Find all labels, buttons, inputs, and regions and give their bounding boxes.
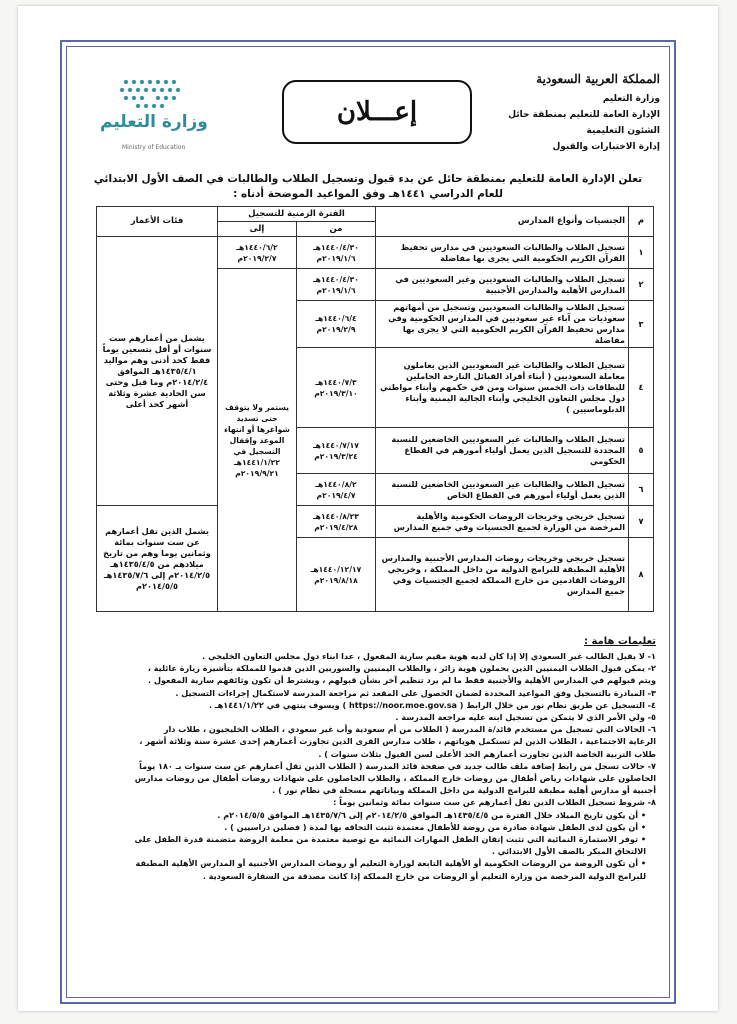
row-type: تسجيل الطلاب والطالبات غير السعوديين الخاضعين للنسبة الذين يعمل أولياء أمورهم في القطاع الخاص	[376, 474, 629, 506]
date-hijri: ١٤٤٠/٨/٢٣هـ	[313, 511, 359, 521]
row-from	[297, 506, 376, 538]
header-period: الفترة الزمنية للتسجيل	[218, 207, 376, 222]
admin-name: الإدارة العامة للتعليم بمنطقة حائل	[508, 110, 660, 120]
date-gregorian: ٢٠١٩/٤/٧م	[316, 490, 356, 500]
row-type: تسجيل الطلاب والطالبات السعوديين وغير السعوديين في المدارس الأهلية والمدارس الأجنبية	[376, 269, 629, 301]
registration-schedule-table	[96, 206, 654, 612]
note-line: الحاصلون على شهادات رياض أطفال من روضات خارج المملكة ، والطلاب الحاصلون على شهادات روضات أطفال من روضات مدارس	[134, 773, 656, 784]
age-group-a: يشمل من أعمارهم ست سنوات أو أقل بتسعين يوماً فقط كحد أدنى وهم مواليد ١٤٣٥/٤/١هـ الموافق ٢٠١٤/٢/٤م وما قبل وحتى سن الحادية عشرة وثلاثة أشهر كحد أعلى	[97, 237, 218, 506]
row-type: تسجيل الطلاب والطالبات غير السعوديين الخاضعين للنسبة المحددة للتسجيل الذين يعمل أولياء أمورهم في القطاع الحكومي	[376, 428, 629, 474]
date-hijri: ١٤٤٠/٦/٢هـ	[236, 242, 278, 252]
note-line: ٨- شروط تسجيل الطلاب الذين تقل أعمارهم عن ست سنوات بمائة وثمانين يوماً :	[333, 797, 656, 808]
header-from: من	[297, 222, 376, 237]
header-no: م	[629, 207, 654, 237]
date-gregorian: ٢٠١٩/٣/١٠م	[314, 388, 358, 398]
intro-paragraph	[78, 172, 658, 202]
row-number: ٨	[629, 538, 654, 612]
table-row	[97, 237, 654, 269]
row-number: ١	[629, 237, 654, 269]
row-type: تسجيل الطلاب والطالبات السعوديين وتسجيل من أمهاتهم سعوديات من آباء غير سعوديين في المدارس الحكومية وفي مدارس تحفيظ القرآن الكريم الحكومية التي لا يجرى بها مفاضلة	[376, 301, 629, 348]
date-gregorian: ٢٠١٩/١/٦م	[316, 285, 356, 295]
notes-title: تعليمات هامة :	[584, 636, 656, 647]
note-line: أجنبية أو مدارس أهلية مطبقة للبرامج الدولية من داخل المملكة وبياناتهم مسجلة في نظام نور ) .	[272, 785, 656, 796]
date-gregorian: ٢٠١٩/٢/٩م	[316, 325, 356, 334]
row-type: تسجيل الطلاب والطالبات السعوديين في مدارس تحفيظ القرآن الكريم الحكومية التي يجرى بها مفاضلة	[376, 237, 629, 269]
row-number: ٥	[629, 428, 654, 474]
intro-line-1: تعلن الإدارة العامة للتعليم بمنطقة حائل عن بدء قبول وتسجيل الطلاب والطالبات في الصف الأول الابتدائي	[93, 173, 643, 185]
note-line: • أن يكون تاريخ الميلاد خلال الفترة من ١٤٣٥/٤/٥هـ الموافق ٢٠١٤/٢/٥م إلى ١٤٣٥/٧/٦هـ الموافق ٢٠١٤/٥/٥م .	[217, 809, 646, 820]
intro-line-2: للعام الدراسي ١٤٤١هـ وفق المواعيد الموضحة أدناه :	[233, 188, 503, 200]
note-line: ٣- المبادرة بالتسجيل وفق المواعيد المحددة لضمان الحصول على المقعد ثم مراجعة المدرسة لاستكمال إجراءات التسجيل .	[175, 687, 656, 698]
row-number: ٧	[629, 506, 654, 538]
row-type: تسجيل خريجي وخريجات الروضات الحكومية والأهلية المرخصة من الوزارة لجميع الجنسيات وفي جميع المدارس	[376, 506, 629, 538]
note-line: ١- لا يقبل الطالب غير السعودي إلا إذا كان لديه هوية مقيم سارية المفعول ، عدا ابناء دول مجلس التعاون الخليجي .	[202, 651, 656, 661]
age-group-b: يشمل الذين تقل أعمارهم عن ست سنوات بمائة وثمانين يوما وهم من تاريخ ميلادهم من ١٤٣٥/٤/٥هـ ٢٠١٤/٢/٥م إلى ١٤٣٥/٧/٦هـ ٢٠١٤/٥/٥م	[97, 506, 218, 612]
note-line: ٦- الحالات التي تسجيل من مستخدم قائد/ة المدرسة ( الطلاب من أم سعودية وأب غير سعودي ، الطلاب الخليجيون ، طلاب دار	[163, 724, 656, 735]
table-row	[97, 506, 654, 538]
date-gregorian: ٢٠١٩/٨/١٨م	[314, 575, 358, 585]
row-from	[297, 474, 376, 506]
row-number: ٣	[629, 301, 654, 348]
date-gregorian: ٢٠١٩/٣/٢٤م	[314, 451, 358, 461]
date-gregorian: ٢٠١٩/٢/٧م	[237, 253, 277, 263]
note-line: ٢- يمكن قبول الطلاب اليمنيين الذين يحملون هوية زائر ، والطلاب اليمنيين والسوريين الذين قدموا للمملكة بتأشيرة زيارة عائلية ،	[147, 663, 656, 674]
note-line: ٤- التسجيل عن طريق نظام نور من خلال الرابط ( https://noor.moe.gov.sa ) ويسوف ينتهي في ١٤٤١/١/٢٢هـ .	[209, 699, 656, 710]
logo-subtitle: Ministry of Education	[122, 144, 186, 151]
row-number: ٢	[629, 269, 654, 301]
date-gregorian: ٢٠١٩/١/٦م	[316, 253, 356, 263]
date-hijri: ١٤٤٠/٤/٣٠هـ	[313, 242, 359, 252]
note-line: الالتحاق المبكر بالصف الأول الابتدائي .	[491, 846, 646, 857]
row-number: ٦	[629, 474, 654, 506]
note-line: • أن يكون لدى الطفل شهادة صادرة من روضة للأطفال معتمدة تثبت التحاقه بها لمدة ( فصلين دراسيين ) .	[224, 821, 646, 832]
row-from	[297, 538, 376, 612]
to-merged-cell: يستمر ولا يتوقف حتى تسديد شواغرها أو انتهاء الموعد وإقفال التسجيل في ١٤٤١/١/٢٢هـ ٢٠١٩/٩/٢١م	[218, 269, 297, 612]
date-hijri: ١٤٤٠/٧/١٧هـ	[313, 440, 359, 450]
date-hijri: ١٤٤٠/٨/٢هـ	[315, 479, 357, 489]
note-line: ٧- حالات تسجل من رابط إضافة ملف طالب جديد في صفحة قائد المدرسة ( الطلاب الذين تقل أعمارهم عن ست سنوات بـ ١٨٠ يوماً	[139, 760, 656, 771]
row-to	[218, 237, 297, 269]
note-line: • أن تكون الروضة من الروضات الحكومية أو الأهلية التابعة لوزارة التعليم أو روضات المدارس الأجنبية أو المدارس الأهلية المطبقة	[135, 858, 646, 869]
announcement-title: إعـــلان	[336, 97, 418, 127]
announcement-title-box	[282, 80, 472, 144]
kingdom-name: المملكة العربية السعودية	[536, 72, 660, 86]
affairs-name: الشئون التعليمية	[586, 126, 660, 136]
ministry-name: وزارة التعليم	[602, 94, 660, 104]
note-line: للبرامج الدولية المرخصة من وزارة التعليم أو الروضات من خارج المملكة إذا كانت مصدقة من السفارة السعودية .	[202, 870, 646, 881]
announcement-content	[72, 54, 666, 994]
logo-wordmark: وزارة التعليم	[100, 112, 208, 132]
header-age: فئات الأعمار	[97, 207, 218, 237]
note-line: طلاب التربية الخاصة الذين تجاوزت أعمارهم الحد الأعلى لسن القبول بثلاث سنوات ) .	[318, 748, 656, 759]
date-hijri: ١٤٤٠/٧/٣هـ	[315, 377, 357, 387]
date-hijri: ١٤٤٠/٤/٣٠هـ	[313, 274, 359, 284]
row-number: ٤	[629, 348, 654, 428]
note-line: ويتم قبولهم في المدارس الأهلية والأجنبية فقط ما لم يرد تنظيم آخر بشأن قبولهم ، ويشترط أن تكون وثائقهم سارية المفعول .	[148, 675, 656, 686]
row-from	[297, 269, 376, 301]
department-name: إدارة الاختبارات والقبول	[552, 142, 660, 152]
header-type: الجنسيات وأنواع المدارس	[376, 207, 629, 237]
row-type: تسجيل الطلاب والطالبات غير السعوديين الذين يعاملون معاملة السعوديين ( أبناء أفراد القبائل النازحة الحاملين للبطاقات ذات الخمس سنوات ومن في حكمهم وأبناء مواطني دول مجلس التعاون الخليجي وأبناء الجالية اليمنية وأبناء الدبلوماسيين )	[376, 348, 629, 428]
date-hijri: ١٤٤٠/١٢/١٧هـ	[310, 564, 362, 574]
notes-list	[80, 650, 656, 882]
note-line: ٥- ولي الأمر الذي لا يتمكن من تسجيل ابنه عليه مراجعة المدرسة .	[395, 712, 656, 723]
note-line: • توفر الاستمارة النمائية التي تثبت إتقان الطفل المهارات النمائية مع توصية معتمدة من معلمة الروضة متضمنة قدرة الطفل على	[134, 834, 646, 845]
date-gregorian: ٢٠١٩/٤/٢٨م	[314, 522, 358, 532]
date-hijri: ١٤٤٠/٦/٤هـ	[315, 314, 357, 323]
note-line: الرعاية الاجتماعية ، الطلاب الذين لم تستكمل هوياتهم ، طلاب مدارس القرى الذين تجاوزت أعمارهم إحدى عشرة سنة وثلاثة أشهر ،	[139, 736, 656, 747]
row-from	[297, 348, 376, 428]
row-from	[297, 301, 376, 348]
header-to: إلى	[218, 222, 297, 237]
row-type: تسجيل خريجي وخريجات روضات المدارس الأجنبية والمدارس الأهلية المطبقة للبرامج الدولية من داخل المملكة ، وخريجي الروضات القادمين من خارج المملكة لجميع الجنسيات وفي جميع المدارس	[376, 538, 629, 612]
row-from	[297, 237, 376, 269]
row-from	[297, 428, 376, 474]
